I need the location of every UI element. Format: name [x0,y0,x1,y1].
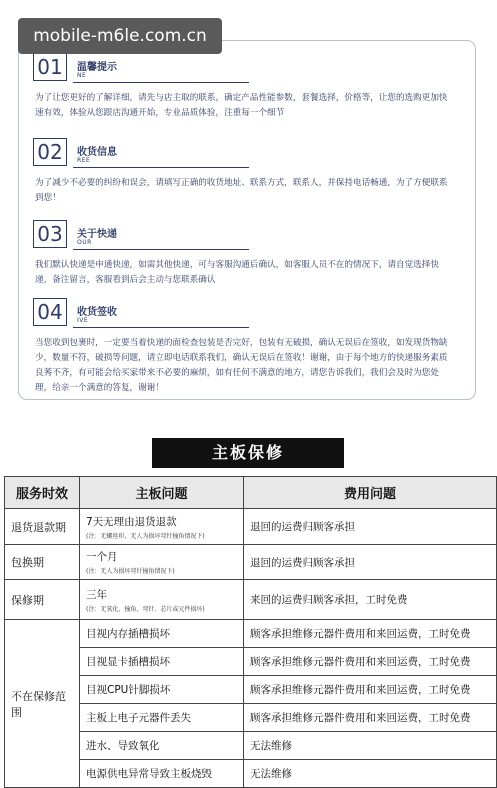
table-row [5,509,497,545]
issue-note: (注：无人为损坏弯针撞角情况下) [86,568,175,575]
section-number: 01 [33,53,67,81]
issue-note: (注：无氧化、撞角、弯针、芯片或元件损坏) [86,605,205,613]
divider [73,327,249,328]
fee-text: 退回的运费归顾客承担 [244,545,497,580]
fee-text: 无法维修 [244,732,497,760]
section-subtitle: OUR [77,239,92,246]
issue-text: 三年 [86,588,107,601]
fee-text: 顾客承担维修元器件费用和来回运费，工时免费 [244,620,497,648]
service-period: 退货退款期 [5,509,80,545]
repair-title-banner: 主板保修 [152,438,344,468]
section-subtitle: REE [77,157,91,164]
fee-text: 顾客承担维修元器件费用和来回运费，工时免费 [244,676,497,704]
service-period: 保修期 [5,580,80,620]
service-period: 包换期 [5,545,80,580]
table-row [5,580,497,620]
notice-card [18,40,476,400]
section-body: 为了减少不必要的纠纷和误会，请填写正确的收货地址、联系方式，联系人，并保持电话畅通，为了方便联系到您！ [35,178,448,203]
watermark: mobile-m6le.com.cn [18,18,222,54]
board-issue: 进水、导致氧化 [80,732,244,760]
divider [73,167,249,168]
section-number: 03 [33,220,67,248]
divider [73,82,249,83]
section-subtitle: IVE [77,317,89,324]
section-body: 为了让您更好的了解详细，请先与店主取的联系，确定产品性能参数，套餐选择，价格等，让您的选购更加快速有效，体验从您跟店沟通开始，专业品质体验，注重每一个细节 [35,93,448,118]
table-row [5,620,497,648]
issue-text: 7天无理由退货退款 [86,515,177,528]
column-header: 服务时效 [5,477,80,509]
board-issue [80,545,244,580]
section-number: 04 [33,298,67,326]
section-title: 关于快递 [77,229,117,240]
section-title: 温馨提示 [77,62,117,73]
fee-text: 来回的运费归顾客承担，工时免费 [244,580,497,620]
section-title: 收货信息 [77,147,117,158]
table-row [5,545,497,580]
table-header-row [5,477,497,509]
column-header: 费用问题 [244,477,497,509]
divider [73,249,249,250]
board-issue [80,509,244,545]
board-issue: 目视内存插槽损坏 [80,620,244,648]
section-body: 当您收到包裹时，一定要当着快递的面检查包装是否完好，包装有无破损，确认无误后在签收，如发现货物缺少，数量不符，破损等问题，请立即电话联系我们，确认无误后在签收！谢谢，由于每个地方的快递服务素质良莠不齐，有可能会给买家带来不必要的麻烦，如有任何不满意的地方，请您告诉我们，我们会及时为您处理，给亲一个满意的答复，谢谢！ [35,338,448,393]
fee-text: 退回的运费归顾客承担 [244,509,497,545]
fee-text: 顾客承担维修元器件费用和来回运费，工时免费 [244,648,497,676]
board-issue [80,580,244,620]
section-subtitle: NE [77,72,87,79]
issue-text: 一个月 [86,551,118,563]
column-header: 主板问题 [80,477,244,509]
issue-note: (注：无螺丝印、无人为损坏弯针撞角情况下) [86,532,205,540]
board-issue: 主板上电子元器件丢失 [80,704,244,732]
section-number: 02 [33,138,67,166]
warranty-table [4,476,497,788]
fee-text: 顾客承担维修元器件费用和来回运费，工时免费 [244,704,497,732]
board-issue: 电源供电异常导致主板烧毁 [80,760,244,788]
section-body: 我们默认快递是申通快递，如需其他快递，可与客服沟通后确认，如客服人员不在的情况下，请自觉选择快递，备注留言，客服看到后会主动与您联系确认 [35,260,439,285]
board-issue: 目视显卡插槽损坏 [80,648,244,676]
fee-text: 无法维修 [244,760,497,788]
service-period: 不在保修范围 [5,620,80,788]
board-issue: 目视CPU针脚损坏 [80,676,244,704]
section-title: 收货签收 [77,307,117,318]
